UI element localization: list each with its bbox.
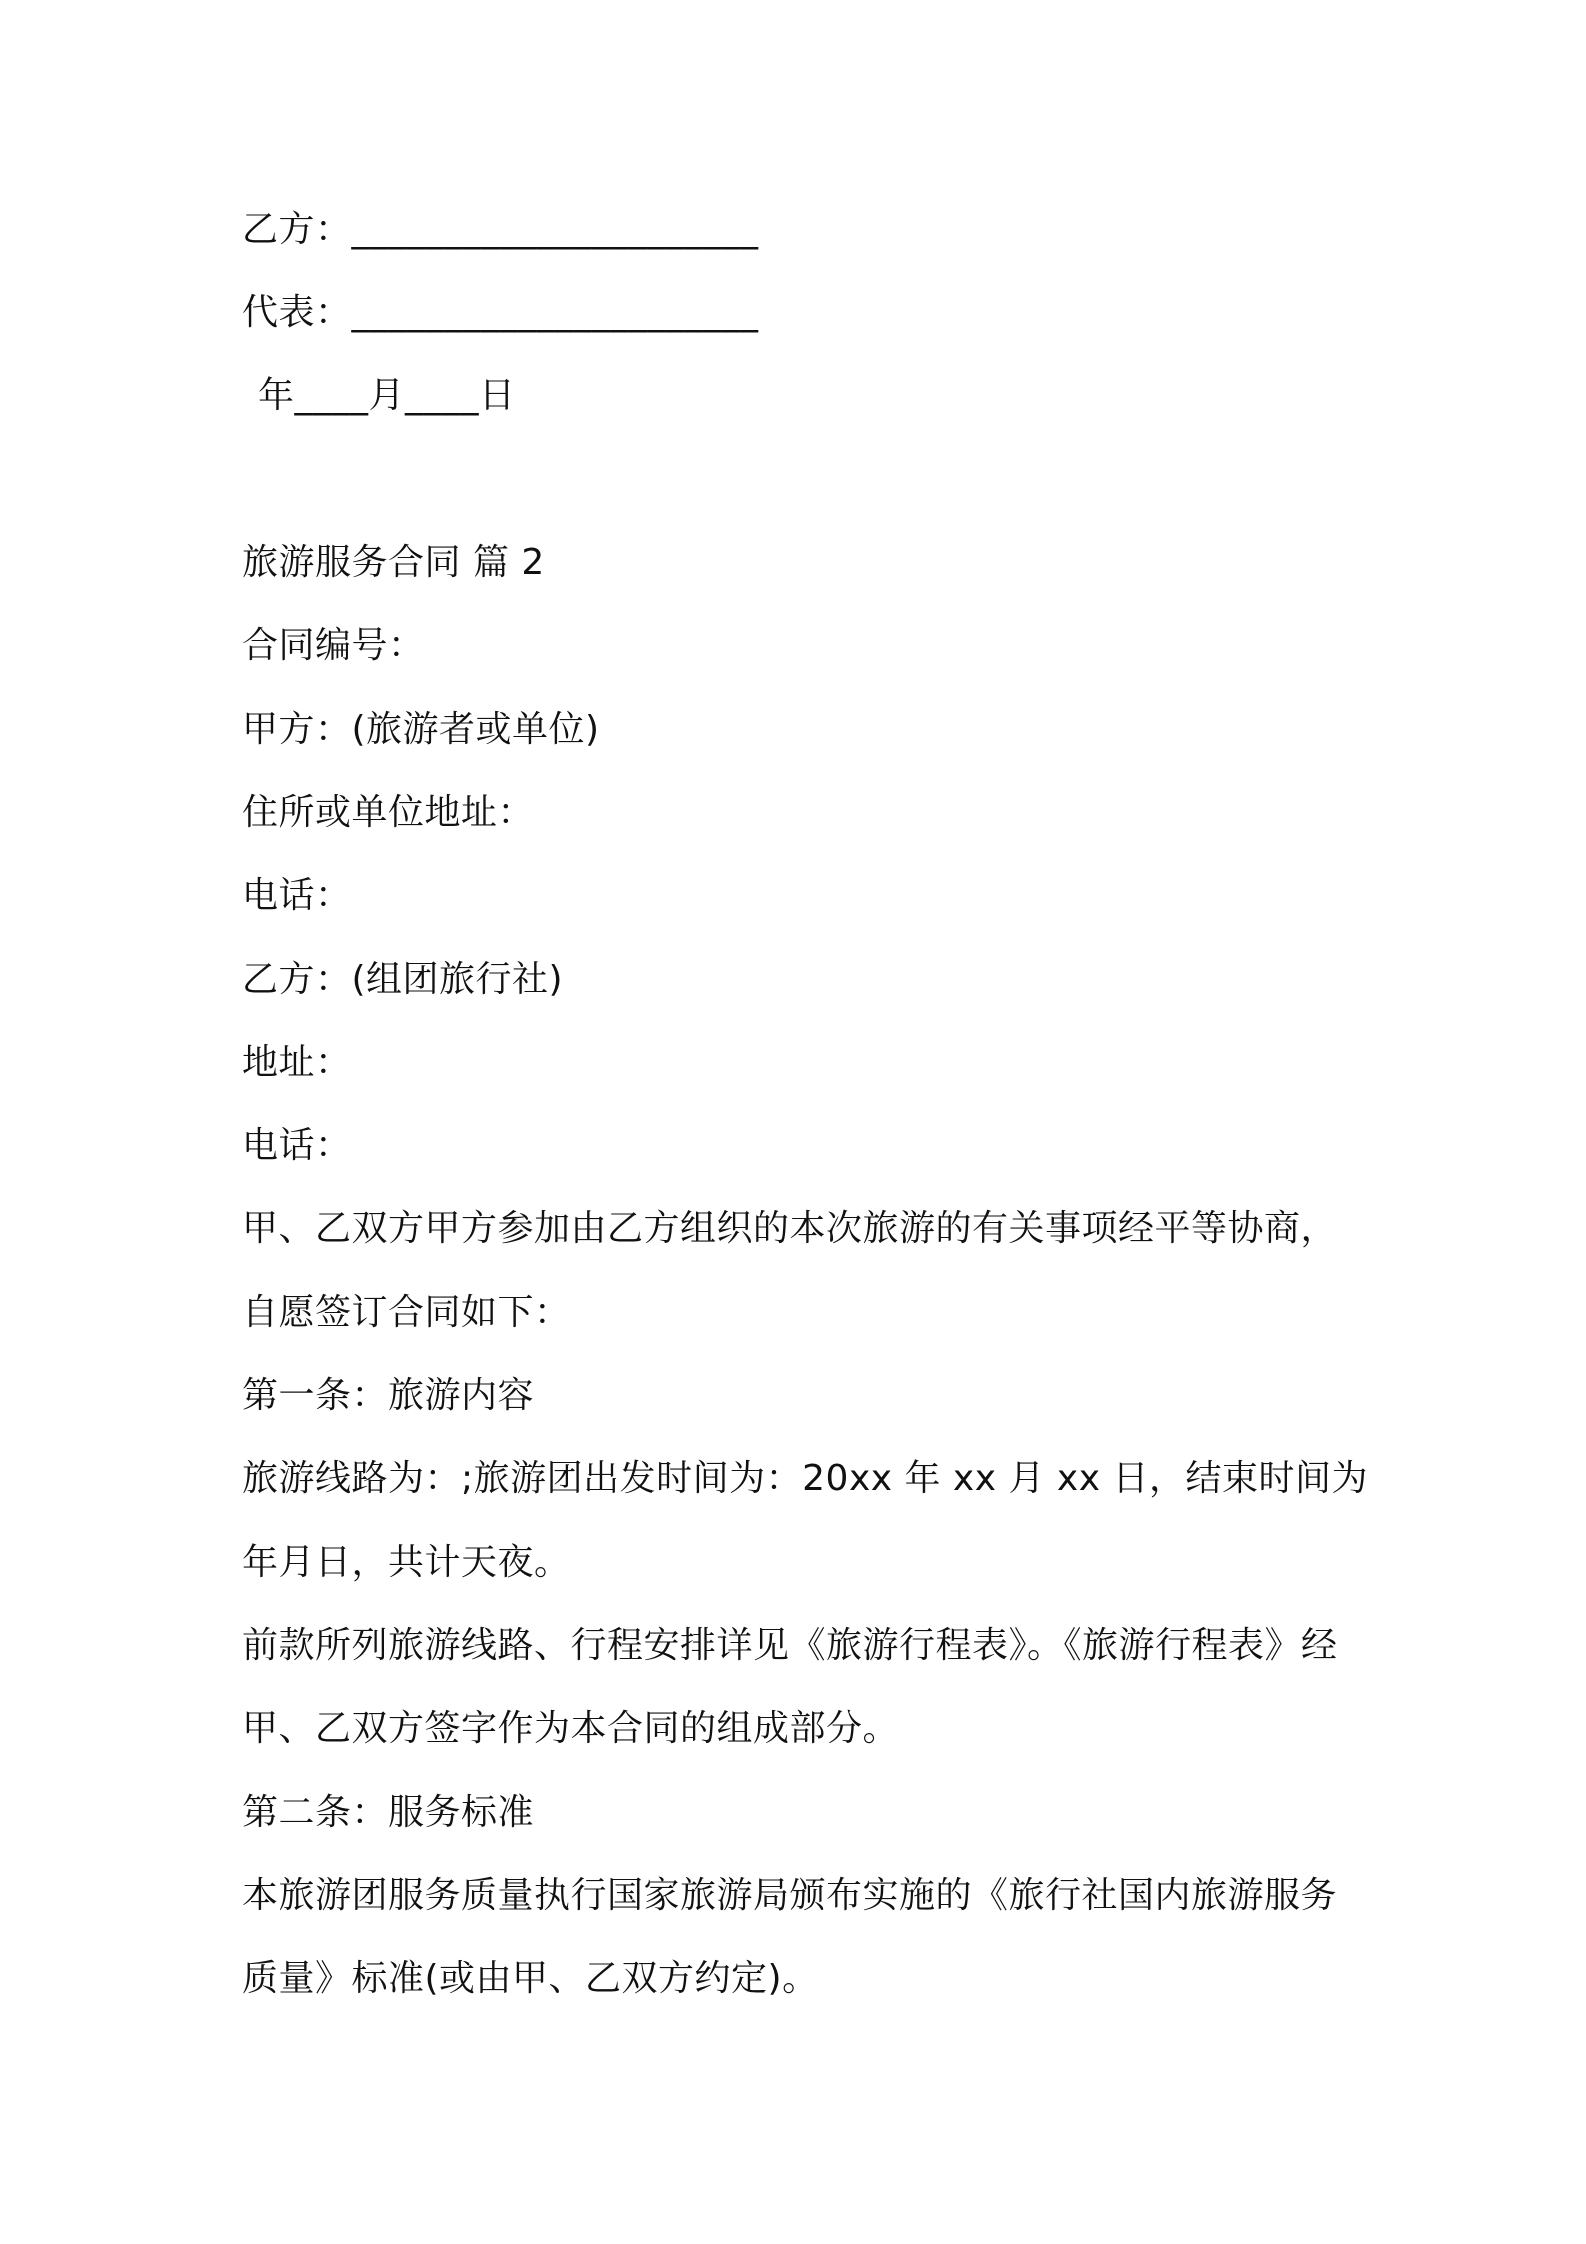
- article-1-title: 第一条：旅游内容: [242, 1375, 535, 1416]
- signature-representative: 代表：______________________: [242, 292, 759, 333]
- party-a-phone-field: 电话：: [242, 875, 352, 916]
- party-a-address-field: 住所或单位地址：: [242, 792, 535, 833]
- party-b-field: 乙方：(组团旅行社): [242, 959, 564, 1000]
- signature-party-b: 乙方：______________________: [242, 209, 759, 250]
- article-1-paragraph-line-2: 年月日，共计天夜。: [242, 1542, 571, 1583]
- party-a-field: 甲方：(旅游者或单位): [242, 709, 600, 750]
- article-2-paragraph-line-2: 质量》标准(或由甲、乙双方约定)。: [242, 1958, 819, 1999]
- article-2-title: 第二条：服务标准: [242, 1792, 535, 1833]
- signature-date: 年____月____日: [258, 375, 516, 416]
- article-1-paragraph-line-3: 前款所列旅游线路、行程安排详见《旅游行程表》。《旅游行程表》经: [242, 1625, 1338, 1666]
- party-b-address-field: 地址：: [242, 1042, 352, 1083]
- party-b-phone-field: 电话：: [242, 1125, 352, 1166]
- preamble-line-2: 自愿签订合同如下：: [242, 1292, 571, 1333]
- article-1-paragraph-line-1: 旅游线路为：;旅游团出发时间为：20xx 年 xx 月 xx 日，结束时间为: [242, 1458, 1368, 1499]
- preamble-line-1: 甲、乙双方甲方参加由乙方组织的本次旅游的有关事项经平等协商，: [242, 1208, 1338, 1249]
- article-2-paragraph-line-1: 本旅游团服务质量执行国家旅游局颁布实施的《旅行社国内旅游服务: [242, 1875, 1338, 1916]
- article-1-paragraph-line-4: 甲、乙双方签字作为本合同的组成部分。: [242, 1708, 900, 1749]
- contract-number-field: 合同编号：: [242, 625, 425, 666]
- section-title: 旅游服务合同 篇 2: [242, 542, 545, 583]
